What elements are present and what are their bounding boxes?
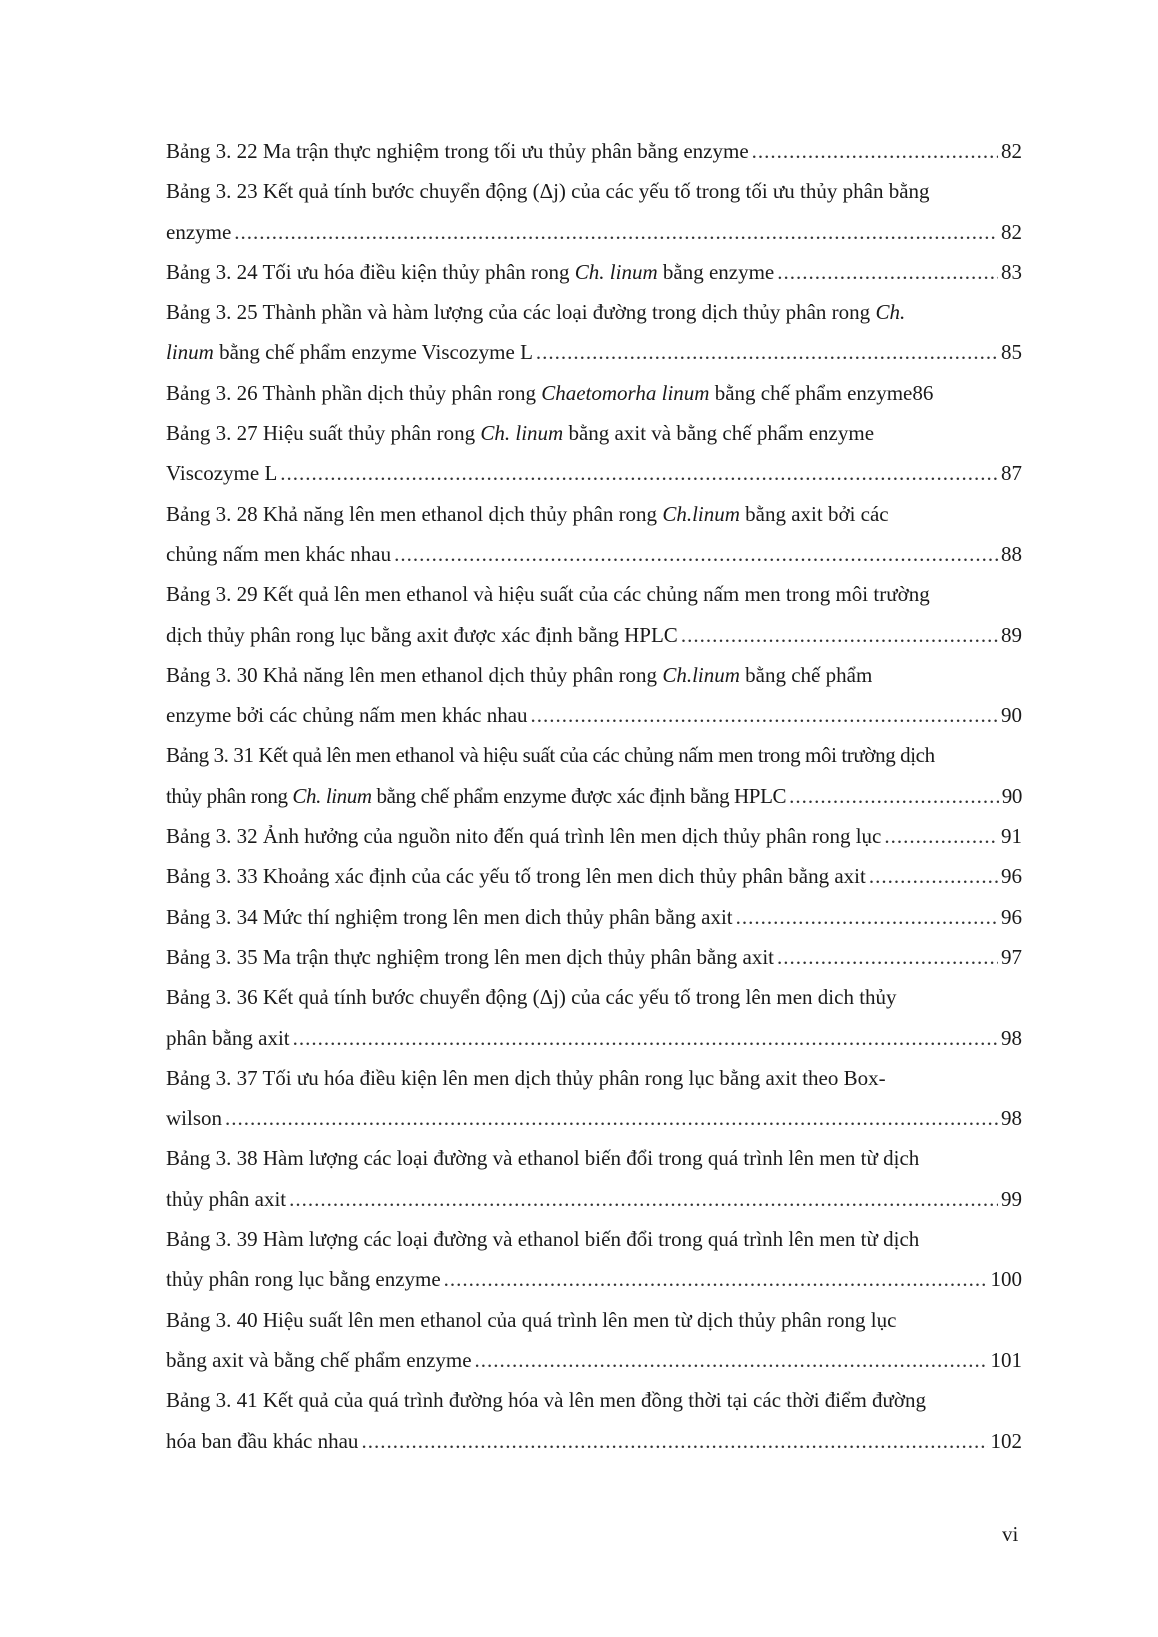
- entry-title: Bảng 3. 35 Ma trận thực nghiệm trong lên men dịch thủy phân bằng axit: [166, 944, 775, 969]
- entry-page: 87: [1001, 461, 1022, 486]
- toc-entry[interactable]: [166, 655, 1022, 736]
- entry-title: Bảng 3. 40 Hiệu suất lên men ethanol của quá trình lên men từ dịch thủy phân rong lục: [166, 1307, 897, 1332]
- entry-page: 90: [1001, 783, 1022, 808]
- dot-leader: [293, 1018, 998, 1058]
- entry-title: Bảng 3. 34 Mức thí nghiệm trong lên men dich thủy phân bằng axit: [166, 904, 733, 929]
- entry-page: 86: [912, 380, 934, 405]
- entry-title: Bảng 3. 26 Thành phần dịch thủy phân rong Chaetomorha linum bằng chế phẩm enzyme86: [166, 380, 934, 405]
- entry-title-cont: thủy phân rong lục bằng enzyme: [166, 1267, 441, 1292]
- toc-entry[interactable]: [166, 1219, 1022, 1300]
- entry-title-cont: dịch thủy phân rong lục bằng axit được xác định bằng HPLC: [166, 622, 678, 647]
- entry-page: 91: [1001, 824, 1022, 849]
- entry-page: 83: [1001, 259, 1022, 284]
- entry-page: 96: [1001, 904, 1022, 929]
- toc-entry[interactable]: [166, 1300, 1022, 1381]
- entry-page: 98: [1001, 1106, 1022, 1131]
- entry-page: 98: [1001, 1025, 1022, 1050]
- toc-entry[interactable]: [166, 1058, 1022, 1139]
- entry-title: Bảng 3. 31 Kết quả lên men ethanol và hiệu suất của các chủng nấm men trong môi trường dịch: [166, 743, 935, 768]
- dot-leader: [681, 615, 998, 655]
- entry-title: Bảng 3. 27 Hiệu suất thủy phân rong Ch. linum bằng axit và bằng chế phẩm enzyme: [166, 421, 875, 446]
- entry-title: Bảng 3. 25 Thành phần và hàm lượng của các loại đường trong dịch thủy phân rong Ch.: [166, 300, 906, 325]
- dot-leader: [394, 534, 998, 574]
- entry-title: Bảng 3. 38 Hàm lượng các loại đường và ethanol biến đổi trong quá trình lên men từ dịch: [166, 1146, 920, 1171]
- entry-title: Bảng 3. 33 Khoảng xác định của các yếu tố trong lên men dich thủy phân bằng axit: [166, 864, 866, 889]
- entry-title: Bảng 3. 28 Khả năng lên men ethanol dịch thủy phân rong Ch.linum bằng axit bởi các: [166, 501, 889, 526]
- dot-leader: [225, 1098, 998, 1138]
- toc-entry[interactable]: [166, 252, 1022, 292]
- toc-entry[interactable]: [166, 292, 1022, 373]
- entry-title-cont: Viscozyme L: [166, 461, 278, 486]
- entry-page: 101: [990, 1347, 1022, 1372]
- dot-leader: [752, 131, 998, 171]
- dot-leader: [869, 856, 998, 896]
- toc-entry[interactable]: [166, 413, 1022, 494]
- entry-title-cont: enzyme bởi các chủng nấm men khác nhau: [166, 703, 528, 728]
- entry-title-cont: hóa ban đầu khác nhau: [166, 1428, 359, 1453]
- entry-page: 90: [1001, 703, 1022, 728]
- dot-leader: [444, 1259, 988, 1299]
- entry-page: 102: [990, 1428, 1022, 1453]
- page-number: vi: [1002, 1522, 1019, 1546]
- entry-page: 96: [1001, 864, 1022, 889]
- entry-title: Bảng 3. 41 Kết quả của quá trình đường hóa và lên men đồng thời tại các thời điểm đường: [166, 1388, 927, 1413]
- entry-title-cont: thủy phân axit: [166, 1186, 287, 1211]
- toc-entry[interactable]: [166, 171, 1022, 252]
- entry-title-cont: wilson: [166, 1106, 223, 1131]
- entry-title: Bảng 3. 30 Khả năng lên men ethanol dịch thủy phân rong Ch.linum bằng chế phẩm: [166, 662, 873, 687]
- dot-leader: [361, 1421, 987, 1461]
- entry-title-cont: phân bằng axit: [166, 1025, 290, 1050]
- entry-title: Bảng 3. 24 Tối ưu hóa điều kiện thủy phân rong Ch. linum bằng enzyme: [166, 259, 775, 284]
- toc-entry[interactable]: [166, 1380, 1022, 1461]
- entry-title: Bảng 3. 36 Kết quả tính bước chuyển động (Δj) của các yếu tố trong lên men dich thủy: [166, 985, 897, 1010]
- dot-leader: [280, 453, 998, 493]
- entry-title-cont: linum bằng chế phẩm enzyme Viscozyme L: [166, 340, 533, 365]
- entry-page: 82: [1001, 219, 1022, 244]
- toc-entry[interactable]: [166, 574, 1022, 655]
- entry-page: 85: [1001, 340, 1022, 365]
- entry-title: Bảng 3. 39 Hàm lượng các loại đường và ethanol biến đổi trong quá trình lên men từ dịch: [166, 1227, 920, 1252]
- entry-page: 99: [1001, 1186, 1022, 1211]
- entry-title: Bảng 3. 37 Tối ưu hóa điều kiện lên men dịch thủy phân rong lục bằng axit theo Box-: [166, 1065, 886, 1090]
- entry-page: 88: [1001, 541, 1022, 566]
- dot-leader: [234, 212, 998, 252]
- dot-leader: [789, 776, 999, 816]
- entry-title-cont: enzyme: [166, 219, 232, 244]
- entry-title: Bảng 3. 29 Kết quả lên men ethanol và hiệu suất của các chủng nấm men trong môi trường: [166, 582, 930, 607]
- toc-entry[interactable]: [166, 977, 1022, 1058]
- dot-leader: [777, 252, 998, 292]
- entry-page: 97: [1001, 944, 1022, 969]
- entry-title: Bảng 3. 22 Ma trận thực nghiệm trong tối ưu thủy phân bằng enzyme: [166, 139, 749, 163]
- entry-page: 89: [1001, 622, 1022, 647]
- dot-leader: [884, 816, 998, 856]
- toc-entry[interactable]: [166, 735, 1022, 816]
- entry-title: Bảng 3. 23 Kết quả tính bước chuyển động (Δj) của các yếu tố trong tối ưu thủy phân bằng: [166, 179, 930, 204]
- toc-entry[interactable]: [166, 816, 1022, 856]
- toc-entry[interactable]: [166, 937, 1022, 977]
- toc-entry[interactable]: [166, 897, 1022, 937]
- dot-leader: [475, 1340, 988, 1380]
- dot-leader: [531, 695, 998, 735]
- toc-entry[interactable]: [166, 494, 1022, 575]
- toc-entry[interactable]: [166, 1138, 1022, 1219]
- entry-title-cont: thủy phân rong Ch. linum bằng chế phẩm enzyme được xác định bằng HPLC: [166, 783, 787, 808]
- toc-entry[interactable]: [166, 856, 1022, 896]
- toc-entry[interactable]: [166, 373, 1022, 413]
- entry-title-cont: bằng axit và bằng chế phẩm enzyme: [166, 1347, 472, 1372]
- entry-title: Bảng 3. 32 Ảnh hưởng của nguồn nito đến quá trình lên men dịch thủy phân rong lục: [166, 824, 882, 849]
- dot-leader: [289, 1179, 998, 1219]
- entry-page: 100: [990, 1267, 1022, 1292]
- entry-title-cont: chủng nấm men khác nhau: [166, 541, 392, 566]
- toc-entry[interactable]: [166, 131, 1022, 171]
- table-of-tables: [166, 131, 1022, 1461]
- dot-leader: [536, 332, 998, 372]
- entry-page: 82: [1001, 139, 1022, 163]
- dot-leader: [736, 897, 998, 937]
- dot-leader: [777, 937, 998, 977]
